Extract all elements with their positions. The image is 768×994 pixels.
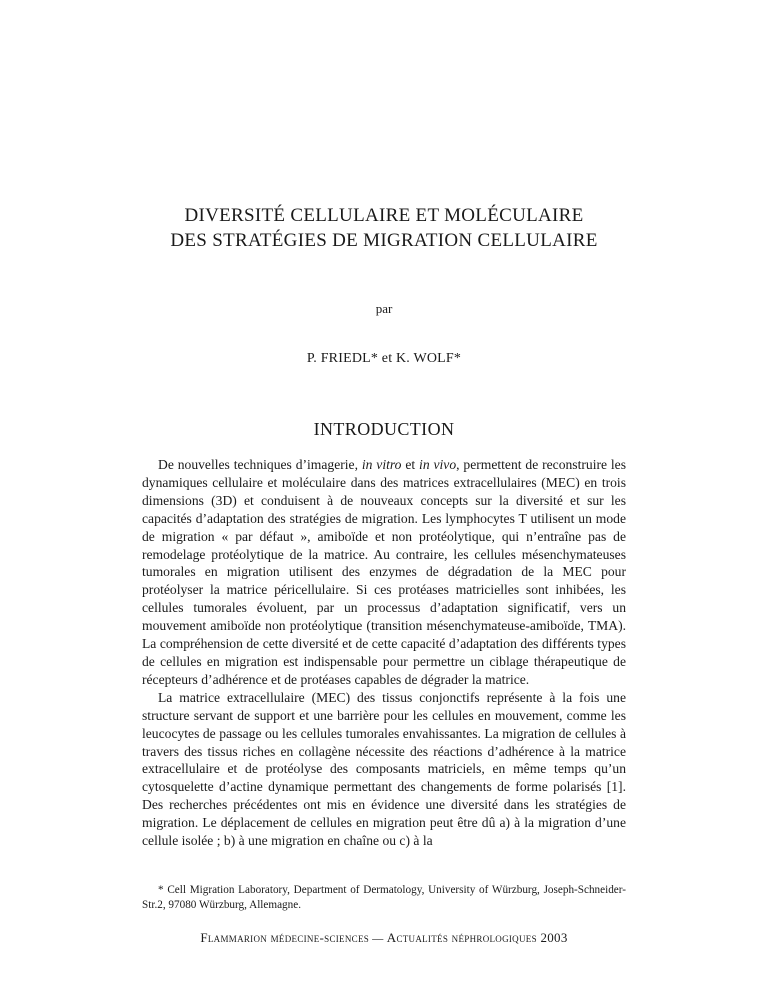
paragraph-1-part-3: , permettent de reconstruire les dynamiques cellulaire et moléculaire dans des matrices extracellulaires (MEC) en trois dimensions (3D) et conduisent à de nouveaux concepts sur la diversité et sur les capacités d’adaptation des stratégies de migration. Les lymphocytes T utilisent un mode de migration « par défaut », amiboïde et non protéolytique, qui n’entraîne pas de remodelage protéolytique de la matrice. Au contraire, les cellules mésenchymateuses tumorales en migration utilisent des enzymes de dégradation de la MEC pour protéolyser la matrice péricellulaire. Si ces protéases matricielles sont inhibées, les cellules tumorales évoluent, par un processus d’adaptation significatif, vers un mouvement amiboïde non protéolytique (transition mésenchymateuse-amiboïde, TMA). La compréhension de cette diversité et de cette capacité d’adaptation des différents types de cellules en migration est indispensable pour permettre un ciblage thérapeutique de récepteurs d’adhérence et de protéases capables de dégrader la matrice. xyxy=(142,457,627,687)
paragraph-1-part-1: De nouvelles techniques d’imagerie, xyxy=(158,457,362,472)
term-in-vivo: in vivo xyxy=(419,457,457,472)
footnote xyxy=(142,883,626,913)
footer-separator: — xyxy=(369,933,387,945)
byline-par: par xyxy=(375,301,393,316)
article-title xyxy=(0,203,768,253)
page-footer xyxy=(0,930,768,946)
footer-year: 2003 xyxy=(536,930,568,945)
title-line-1: DIVERSITÉ CELLULAIRE ET MOLÉCULAIRE xyxy=(184,205,584,226)
authors: P. FRIEDL* et K. WOLF* xyxy=(306,351,462,366)
paragraph-1-part-2: et xyxy=(401,457,420,472)
section-heading: INTRODUCTION xyxy=(313,419,455,439)
article-body xyxy=(142,456,626,850)
title-line-2: DES STRATÉGIES DE MIGRATION CELLULAIRE xyxy=(170,230,598,251)
footnote-text: * Cell Migration Laboratory, Department of Dermatology, University of Würzburg, Joseph-Schneider-Str.2, 97080 Würzburg, Allemagne. xyxy=(142,884,626,911)
paragraph-2: La matrice extracellulaire (MEC) des tissus conjonctifs représente à la fois une structure servant de support et une barrière pour les cellules en mouvement, comme les leucocytes de passage ou les cellules tumorales envahissantes. La migration de cellules à travers des tissus riches en collagène nécessite des réactions d’adhérence à la matrice extracellulaire et de protéolyse des composants matriciels, en même temps qu’un cytosquelette d’actine dynamique permettant des changements de forme polarisés [1]. Des recherches précédentes ont mis en évidence une diversité dans les stratégies de migration. Le déplacement de cellules en migration peut être dû a) à la migration d’une cellule isolée ; b) à une migration en chaîne ou c) à la xyxy=(142,689,626,849)
paragraph-1 xyxy=(142,456,626,689)
footer-publisher: Flammarion médecine-sciences xyxy=(200,930,370,945)
term-in-vitro: in vitro xyxy=(361,457,402,472)
footer-journal: Actualités néphrologiques xyxy=(386,930,537,945)
